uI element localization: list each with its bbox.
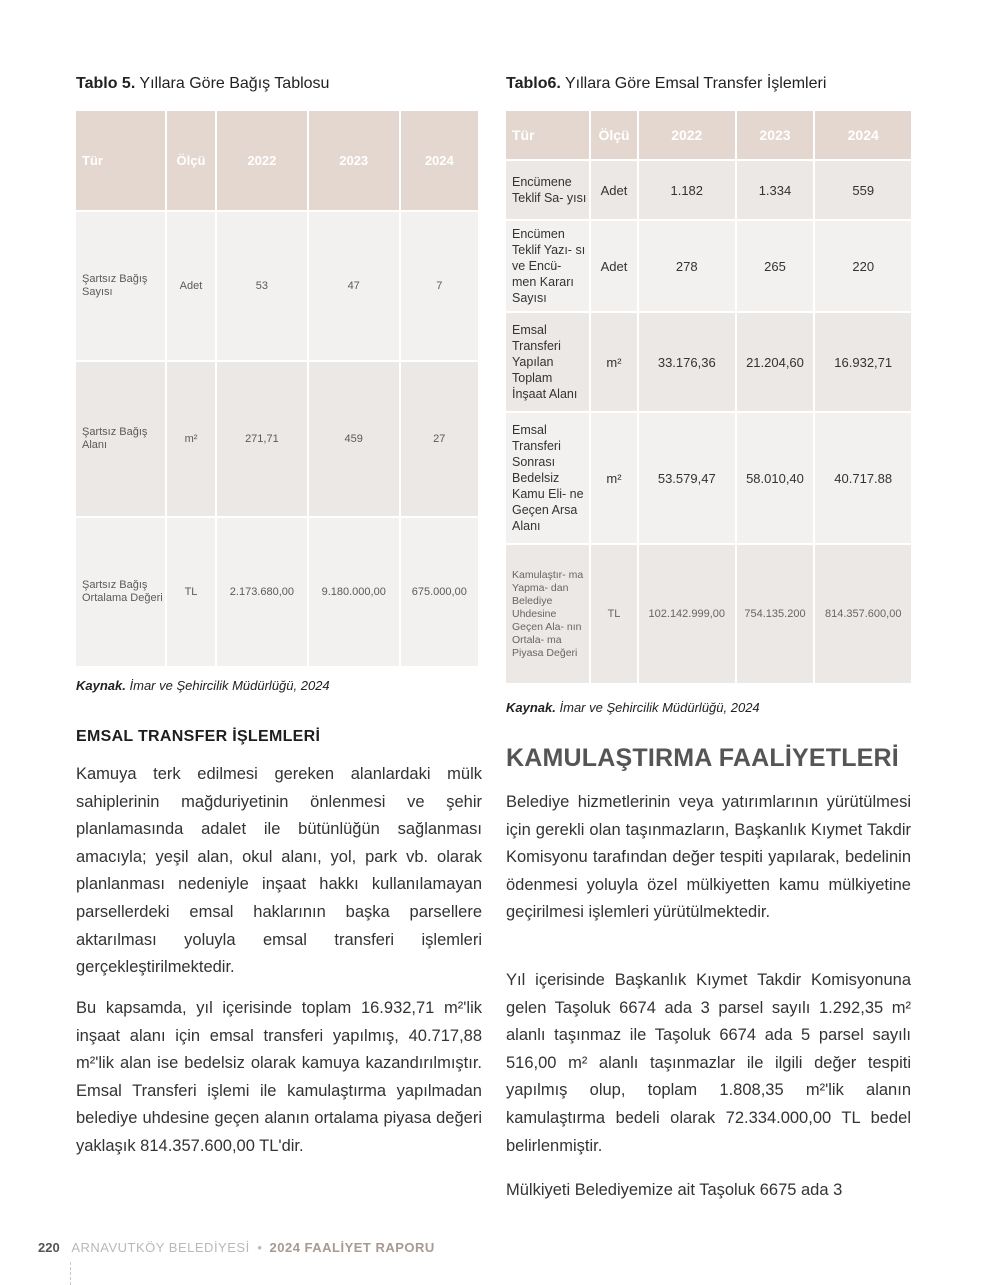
table5-cell: 9.180.000,00 [309,518,399,666]
table6-source-label: Kaynak. [506,700,556,715]
table6-source-text: İmar ve Şehircilik Müdürlüğü, 2024 [559,700,760,715]
table6-cell: Emsal Transferi Yapılan Toplam İnşaat Alanı [506,313,589,411]
table-row [506,161,911,219]
table5-cell: TL [167,518,215,666]
table6-cell: 278 [639,221,735,311]
table6-cell: Encümene Teklif Sa- yısı [506,161,589,219]
table6-caption [506,75,826,93]
page-footer [38,1240,435,1255]
table-row [76,212,478,360]
table5-source-label: Kaynak. [76,678,126,693]
table6-cell: 16.932,71 [815,313,911,411]
table5-header-cell: 2024 [401,111,478,210]
table5-cell: 271,71 [217,362,307,516]
table6-source [506,700,760,715]
table5-cell: Şartsız Bağış Alanı [76,362,165,516]
table6-cell: 814.357.600,00 [815,545,911,683]
table5-header-cell: Tür [76,111,165,210]
table5-caption-text: Yıllara Göre Bağış Tablosu [139,75,330,92]
table6-cell: 21.204,60 [737,313,814,411]
kamulastirma-paragraph-2: Yıl içerisinde Başkanlık Kıymet Takdir Komisyonuna gelen Taşoluk 6674 ada 3 parsel sayılı 1.292,35 m² alanlı taşınmaz ile Taşoluk 6674 ada 5 parsel sayılı 516,00 m² alanlı taşınmazlar ile ilgili değer tespiti yapılmış olup, toplam 1.808,35 m²'lik alanın kamulaştırma bedeli olarak 72.334.000,00 TL bedel belirlenmiştir. [506,971,911,1155]
table6-header-cell: 2023 [737,111,814,159]
table6-cell: 33.176,36 [639,313,735,411]
table-row [506,413,911,543]
table6-cell: 265 [737,221,814,311]
table6-header-cell: 2024 [815,111,911,159]
table5-header-row [76,111,478,210]
footer-report-title: 2024 FAALİYET RAPORU [269,1240,435,1255]
table6-caption-number: Tablo6. [506,75,561,92]
table6-cell: 1.334 [737,161,814,219]
table5-source [76,678,330,693]
table6-cell: Emsal Transferi Sonrası Bedelsiz Kamu Eli- ne Geçen Arsa Alanı [506,413,589,543]
table5 [74,109,480,668]
table5-cell: 47 [309,212,399,360]
footer-divider [70,1262,72,1285]
table5-cell: 53 [217,212,307,360]
kamulastirma-paragraph-3: Mülkiyeti Belediyemize ait Taşoluk 6675 ada 3 [506,1181,843,1199]
table-row [506,221,911,311]
table6-cell: m² [591,413,637,543]
table6-caption-text: Yıllara Göre Emsal Transfer İşlemleri [564,75,827,92]
kamulastirma-paragraph-1: Belediye hizmetlerinin veya yatırımlarının yürütülmesi için gerekli olan taşınmazların, Başkanlık Kıymet Takdir Komisyonu tarafından değer tespiti yapılarak, bedelinin ödenmesi yoluyla özel mülkiyetten kamu mülkiyetine geçirilmesi işlemleri yürütülmektedir. [506,793,911,922]
table5-caption [76,75,329,93]
table6-header-cell: 2022 [639,111,735,159]
table5-cell: Şartsız Bağış Sayısı [76,212,165,360]
table5-cell: Adet [167,212,215,360]
table5-cell: 675.000,00 [401,518,478,666]
table5-header-cell: Ölçü [167,111,215,210]
table5-cell: Şartsız Bağış Ortalama Değeri [76,518,165,666]
table5-cell: m² [167,362,215,516]
emsal-paragraph-1: Kamuya terk edilmesi gereken alanlardaki mülk sahiplerinin mağduriyetinin önlenmesi ve şehir planlamasında adalet ile bütünlüğün sağlanması amacıyla; yeşil alan, okul alanı, yol, park vb. olarak planlanması nedeniyle inşaat hakkı kullanılamayan parsellerdeki emsal haklarının başka parsellere aktarılması yoluyla emsal transferi işlemleri gerçekleştirilmektedir. [76,765,482,977]
page-number: 220 [38,1240,60,1255]
footer-separator: • [257,1240,262,1255]
table6-cell: 102.142.999,00 [639,545,735,683]
table5-source-text: İmar ve Şehircilik Müdürlüğü, 2024 [129,678,330,693]
table6-header-cell: Tür [506,111,589,159]
table6-cell: 53.579,47 [639,413,735,543]
table6-cell: Adet [591,161,637,219]
table6-cell: 40.717.88 [815,413,911,543]
table5-cell: 2.173.680,00 [217,518,307,666]
table6-header-row [506,111,911,159]
table6-cell: 754.135.200 [737,545,814,683]
table6-cell: 220 [815,221,911,311]
table6 [504,109,913,685]
table6-cell: m² [591,313,637,411]
table-row [76,362,478,516]
kamulastirma-heading: KAMULAŞTIRMA FAALİYETLERİ [506,744,899,772]
table6-cell: Adet [591,221,637,311]
table6-cell: Encümen Teklif Yazı- sı ve Encü- men Kararı Sayısı [506,221,589,311]
table6-cell: TL [591,545,637,683]
emsal-transfer-heading: EMSAL TRANSFER İŞLEMLERİ [76,728,321,745]
table5-cell: 459 [309,362,399,516]
table6-cell: 559 [815,161,911,219]
emsal-paragraph-2: Bu kapsamda, yıl içerisinde toplam 16.932,71 m²'lik inşaat alanı için emsal transferi yapılmış, 40.717,88 m²'lik alan ise bedelsiz olarak kamuya kazandırılmıştır. Emsal Transferi işlemi ile kamulaştırma yapılmadan belediye uhdesine geçen alanın ortalama piyasa değeri yaklaşık 814.357.600,00 TL'dir. [76,999,482,1155]
table6-cell: 1.182 [639,161,735,219]
table6-cell: 58.010,40 [737,413,814,543]
table5-cell: 27 [401,362,478,516]
table6-cell: Kamulaştır- ma Yapma- dan Belediye Uhdesine Geçen Ala- nın Ortala- ma Piyasa Değeri [506,545,589,683]
table6-header-cell: Ölçü [591,111,637,159]
table5-header-cell: 2023 [309,111,399,210]
table5-caption-number: Tablo 5. [76,75,136,92]
footer-organization: ARNAVUTKÖY BELEDİYESİ [71,1240,250,1255]
table5-cell: 7 [401,212,478,360]
table-row [76,518,478,666]
table5-header-cell: 2022 [217,111,307,210]
table-row [506,313,911,411]
table-row [506,545,911,683]
